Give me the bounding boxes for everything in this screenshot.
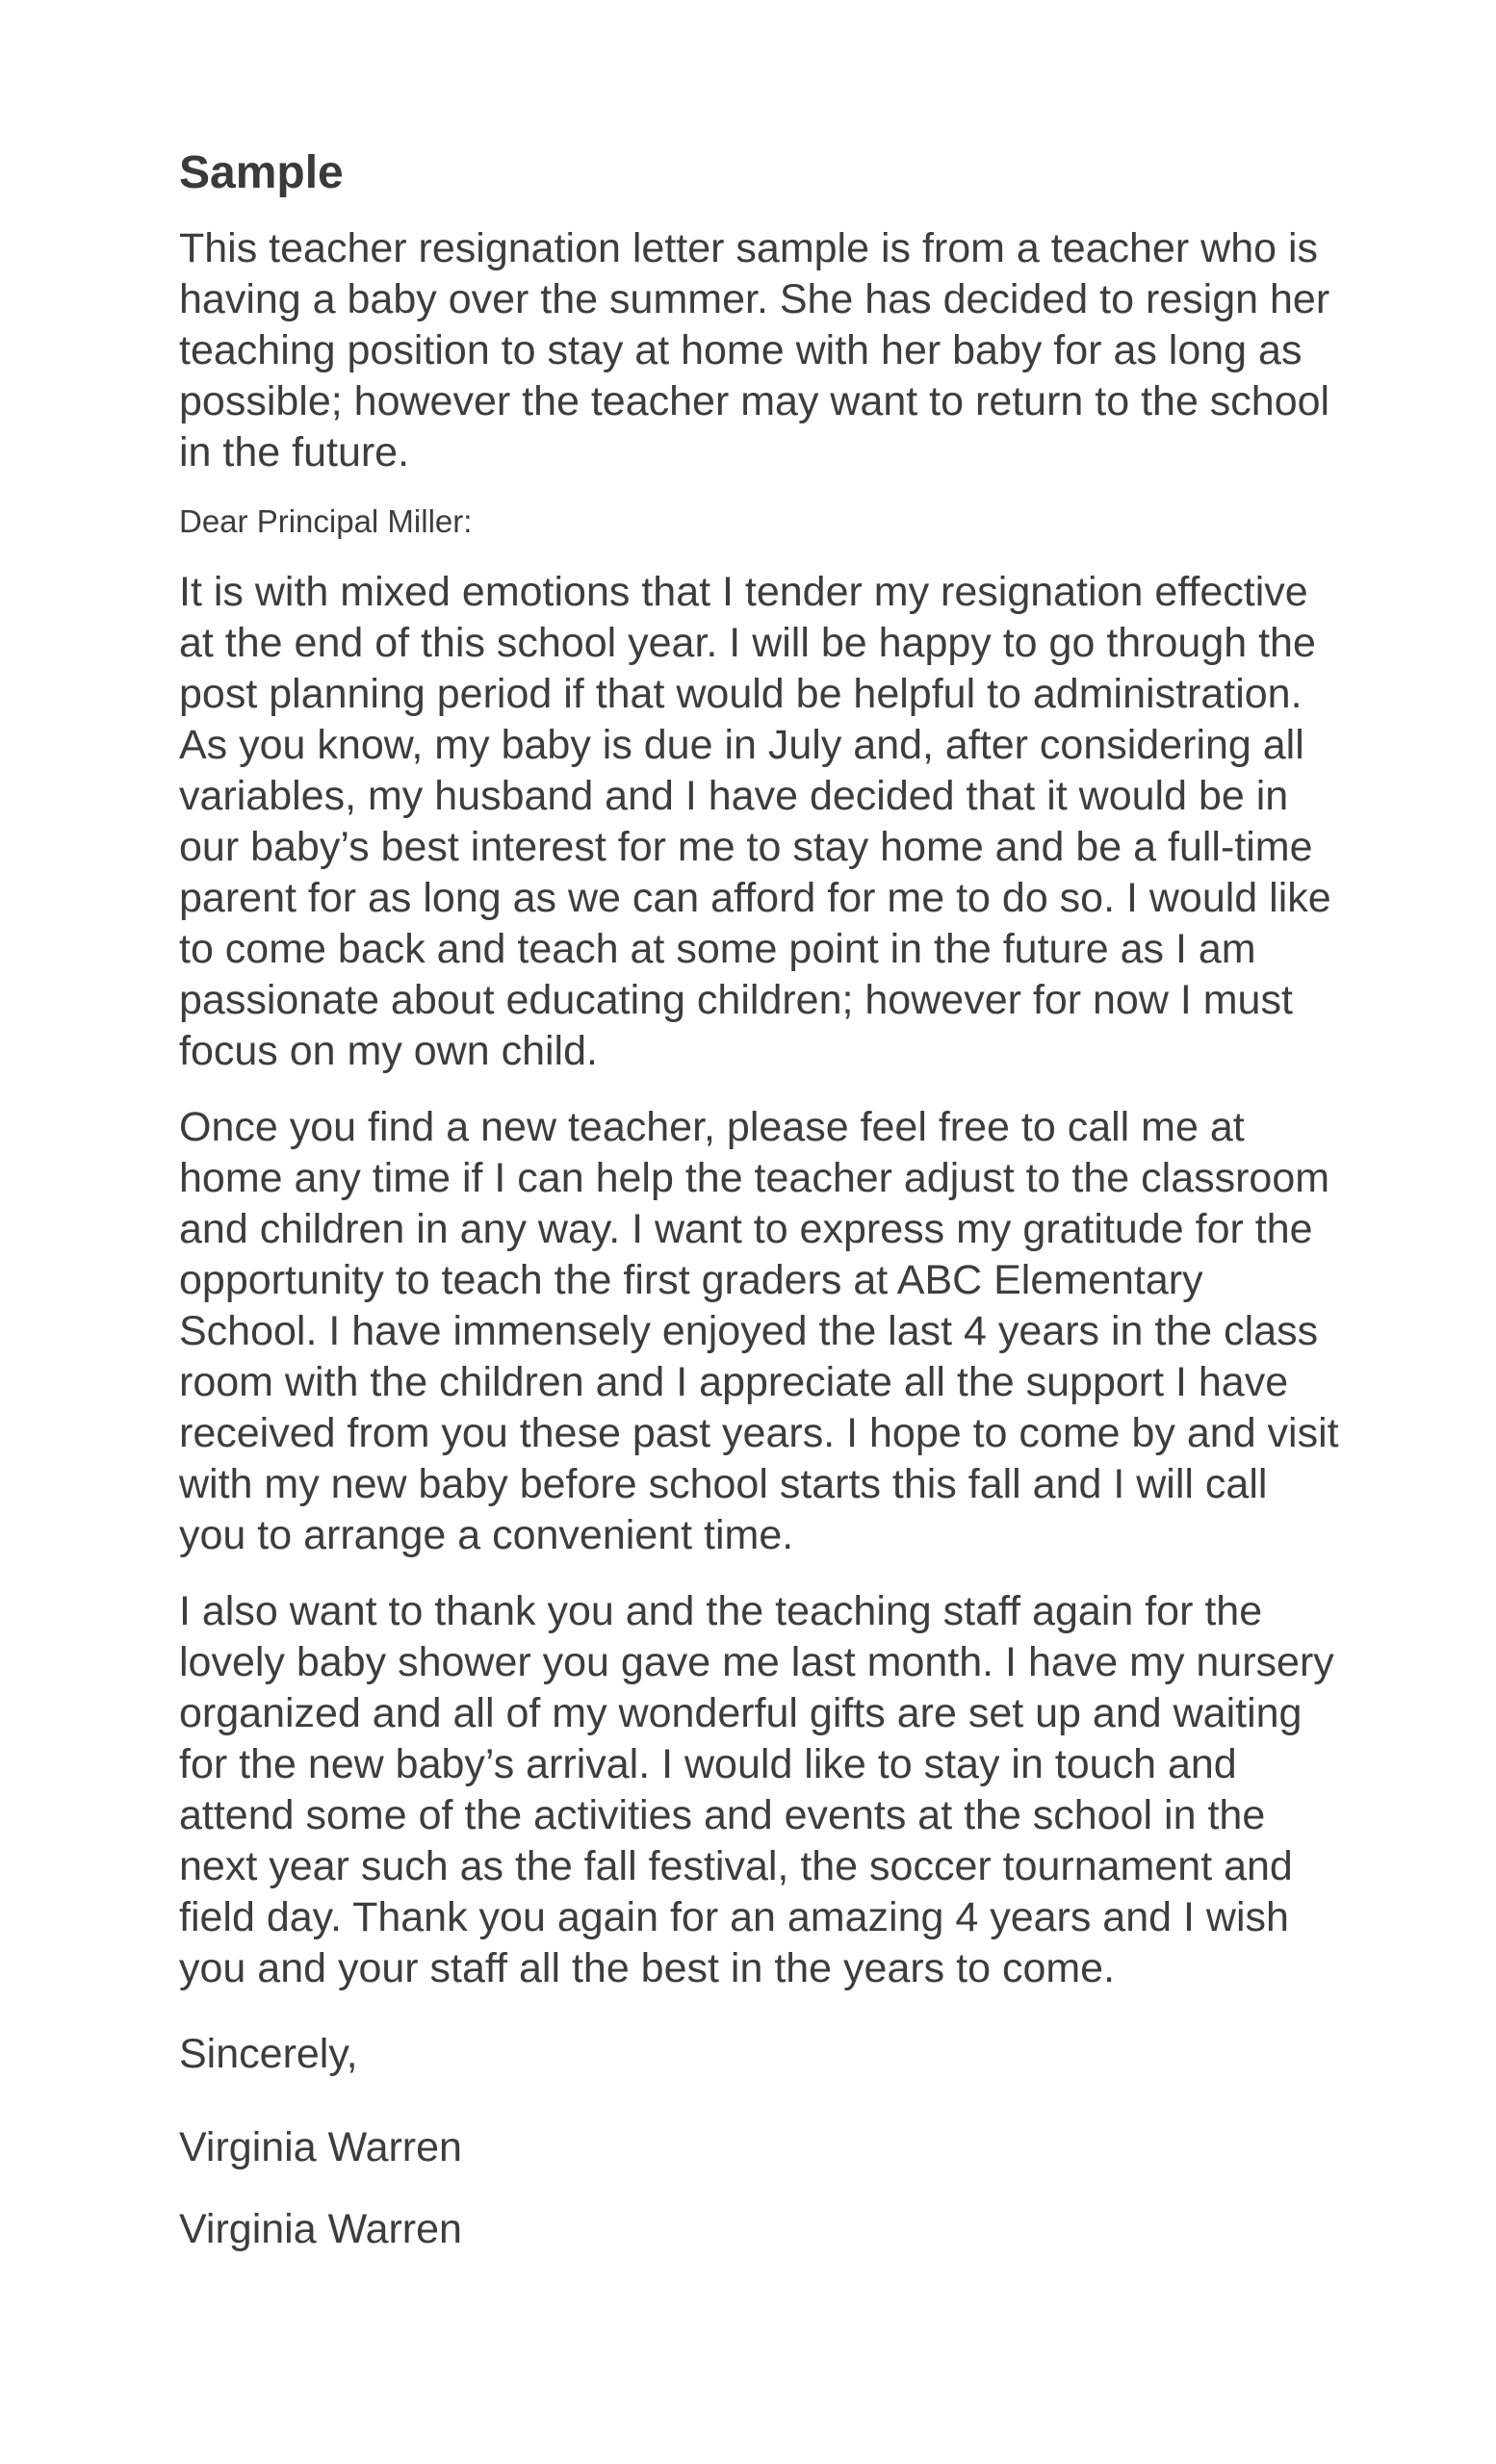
body-paragraph-3: I also want to thank you and the teaching staff again for the lovely baby shower you gave me last month. I have my nursery organized and all of my wonderful gifts are set up and waiting for the new baby’s arrival. I would like to stay in touch and attend some of the activities and events at the school in the next year such as the fall festival, the soccer tournament and field day. Thank you again for an amazing 4 years and I wish you and your staff all the best in the years to come. <box>179 1588 1334 1991</box>
closing-line: Sincerely, <box>179 2031 358 2077</box>
letter-content <box>179 144 1339 2255</box>
salutation-line: Dear Principal Miller: <box>179 503 473 539</box>
body-paragraph-2: Once you find a new teacher, please feel free to call me at home any time if I can help the teacher adjust to the classroom and children in any way. I want to express my gratitude for the opportunity to teach the first graders at ABC Elementary School. I have immensely enjoyed the last 4 years in the class room with the children and I appreciate all the support I have received from you these past years. I hope to come by and visit with my new baby before school starts this fall and I will call you to arrange a convenient time. <box>179 1104 1339 1558</box>
intro-paragraph: This teacher resignation letter sample is from a teacher who is having a baby over the summer. She has decided to resign her teaching position to stay at home with her baby for as long as possible; however the teacher may want to return to the school in the future. <box>179 225 1330 475</box>
body-paragraph-1: It is with mixed emotions that I tender my resignation effective at the end of this school year. I will be happy to go through the post planning period if that would be helpful to administration. As you know, my baby is due in July and, after considering all variables, my husband and I have decided that it would be in our baby’s best interest for me to stay home and be a full-time parent for as long as we can afford for me to do so. I would like to come back and teach at some point in the future as I am passionate about educating children; however for now I must focus on my own child. <box>179 569 1331 1074</box>
sample-heading: Sample <box>179 147 344 198</box>
signature-name: Virginia Warren <box>179 2124 462 2170</box>
typed-name: Virginia Warren <box>179 2206 462 2252</box>
